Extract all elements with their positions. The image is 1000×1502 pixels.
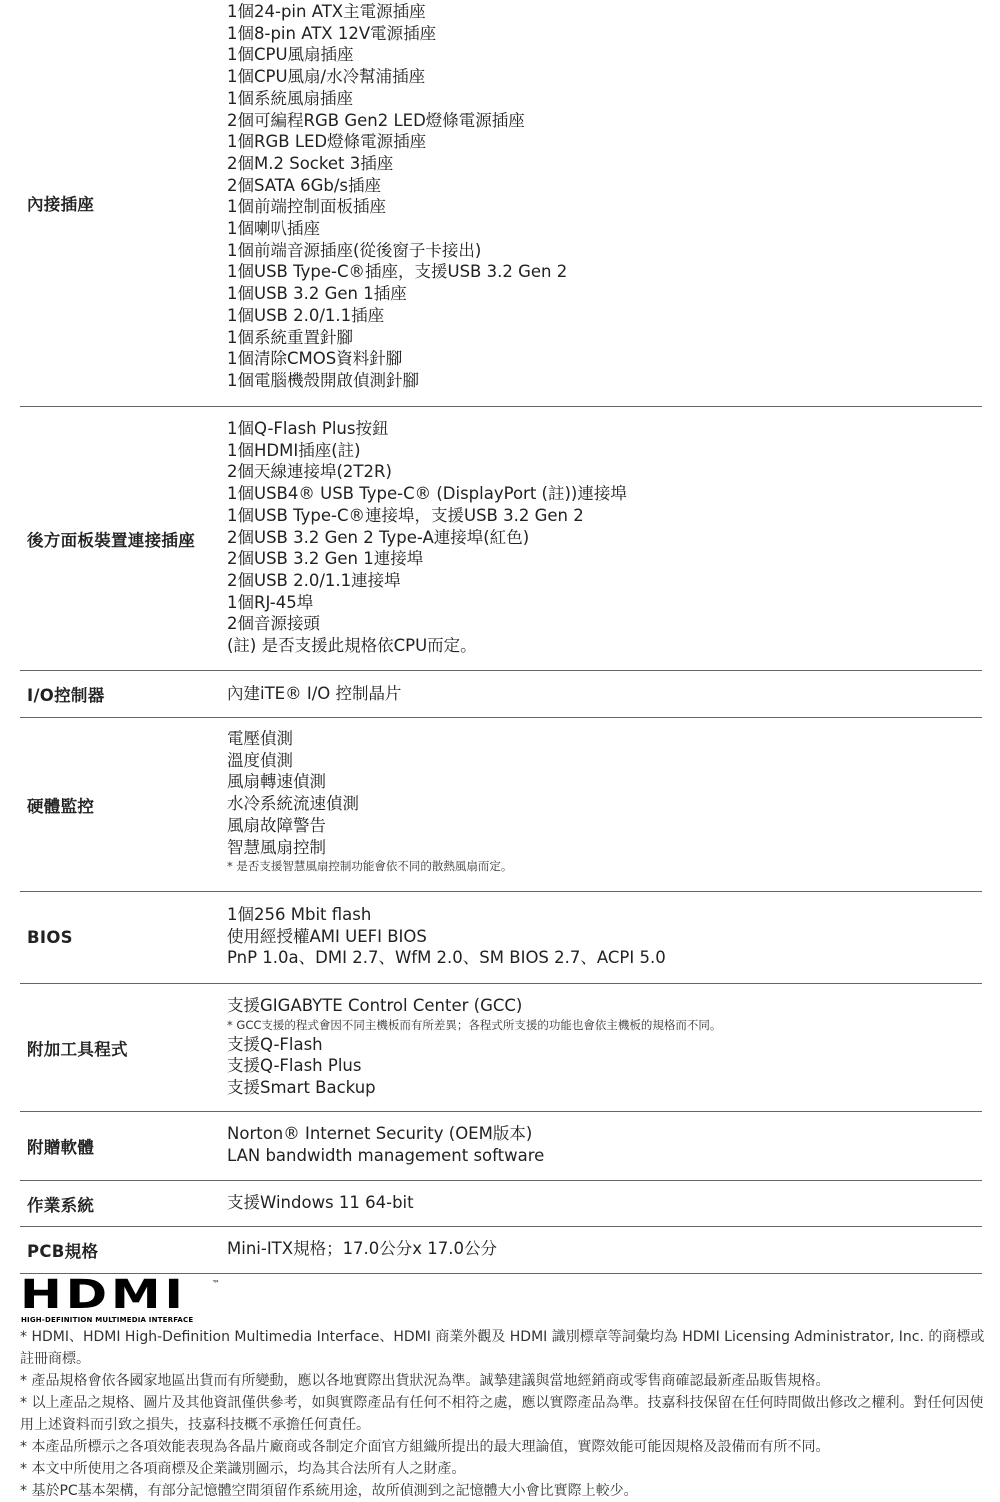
spec-values: [227, 1181, 982, 1226]
spec-line: 1個24-pin ATX主電源插座: [227, 2, 426, 21]
spec-line: 1個256 Mbit flash: [227, 905, 372, 924]
spec-line: 2個USB 3.2 Gen 2 Type-A連接埠(紅色): [227, 527, 530, 547]
spec-label: I/O控制器: [27, 686, 105, 705]
spec-line: 支援Q-Flash: [227, 1034, 323, 1054]
spec-line: 1個USB4® USB Type-C® (DisplayPort (註))連接埠: [227, 484, 627, 504]
spec-label: PCB規格: [27, 1242, 99, 1261]
spec-line: 支援Windows 11 64-bit: [227, 1193, 414, 1212]
spec-values: [227, 1227, 982, 1273]
footnote: * 本文中所使用之各項商標及企業識別圖示，均為其合法所有人之財產。: [20, 1461, 466, 1477]
hdmi-wordmark: HDMI: [20, 1272, 187, 1318]
spec-line: 1個前端音源插座(從後窗子卡接出): [227, 240, 482, 260]
hdmi-trademark: ™: [212, 1279, 220, 1288]
spec-line: 智慧風扇控制: [227, 837, 326, 857]
spec-line: 1個Q-Flash Plus按鈕: [227, 419, 389, 438]
spec-line: 1個USB Type-C®連接埠，支援USB 3.2 Gen 2: [227, 505, 584, 525]
spec-line: 1個HDMI插座(註): [227, 440, 361, 460]
spec-row-bios: [20, 892, 982, 984]
spec-values: [227, 407, 982, 670]
spec-row-pcb: [20, 1227, 982, 1274]
spec-values: [227, 1112, 982, 1180]
spec-label: 硬體監控: [27, 796, 95, 816]
spec-row-operating-system: [20, 1181, 982, 1227]
spec-row-utilities: [20, 984, 982, 1112]
spec-line: 1個喇叭插座: [227, 219, 320, 239]
spec-line: 1個CPU風扇插座: [227, 45, 354, 65]
spec-note: * GCC支援的程式會因不同主機板而有所差異；各程式所支援的功能也會依主機板的規格而不同。: [227, 1017, 722, 1032]
footnote: * 本產品所標示之各項效能表現為各晶片廠商或各制定介面官方組織所提出的最大理論值，實際效能可能因規格及設備而有所不同。: [20, 1439, 830, 1455]
spec-line: 1個RGB LED燈條電源插座: [227, 132, 427, 152]
spec-line: 1個USB Type-C®插座，支援USB 3.2 Gen 2: [227, 262, 568, 282]
spec-line: 風扇故障警告: [227, 815, 326, 835]
spec-values: [227, 892, 982, 983]
spec-row-io-controller: [20, 671, 982, 718]
spec-line: 1個系統重置針腳: [227, 327, 353, 347]
spec-line: 1個USB 2.0/1.1插座: [227, 305, 385, 325]
spec-line: 1個清除CMOS資料針腳: [227, 349, 403, 369]
hdmi-logo: [20, 1272, 220, 1331]
footnote: * 基於PC基本架構，有部分記憶體空間須留作系統用途，故所偵測到之記憶體大小會比實際上較少。: [20, 1483, 638, 1499]
spec-line: 2個天線連接埠(2T2R): [227, 462, 392, 482]
footnote: * 產品規格會依各國家地區出貨而有所變動，應以各地實際出貨狀況為準。誠摯建議與當地經銷商或零售商確認最新產品販售規格。: [20, 1373, 830, 1389]
spec-line: 溫度偵測: [227, 750, 293, 770]
spec-line: 支援Smart Backup: [227, 1078, 376, 1098]
spec-row-internal-connectors: [20, 0, 982, 407]
spec-values: [227, 0, 982, 406]
footnote: * 以上產品之規格、圖片及其他資訊僅供參考，如與實際產品有任何不相符之處，應以實際產品為準。技嘉科技保留在任何時間做出修改之權利。對任何因使用上述資料而引致之損失，技嘉科技概不承擔任何責任。: [20, 1395, 984, 1433]
spec-line: 1個USB 3.2 Gen 1插座: [227, 284, 407, 304]
footnote: * HDMI、HDMI High-Definition Multimedia Interface、HDMI 商業外觀及 HDMI 識別標章等詞彙均為 HDMI Licensing Administrator, Inc. 的商標或註冊商標。: [20, 1329, 985, 1367]
spec-label: 附贈軟體: [27, 1138, 95, 1157]
spec-line: Norton® Internet Security (OEM版本): [227, 1124, 533, 1143]
spec-label: 後方面板裝置連接插座: [27, 530, 195, 550]
spec-line: 使用經授權AMI UEFI BIOS: [227, 926, 427, 946]
spec-line: (註) 是否支援此規格依CPU而定。: [227, 636, 477, 656]
spec-line: 支援Q-Flash Plus: [227, 1056, 362, 1076]
spec-line: Mini-ITX規格；17.0公分x 17.0公分: [227, 1239, 498, 1258]
spec-line: 水冷系統流速偵測: [227, 794, 359, 814]
footnotes: [20, 1326, 985, 1502]
spec-values: [227, 984, 982, 1111]
spec-line: 2個USB 2.0/1.1連接埠: [227, 570, 401, 590]
spec-line: PnP 1.0a、DMI 2.7、WfM 2.0、SM BIOS 2.7、ACPI 5.0: [227, 948, 666, 968]
spec-line: 2個SATA 6Gb/s插座: [227, 175, 382, 195]
spec-label: 內接插座: [27, 195, 95, 214]
spec-line: 風扇轉速偵測: [227, 772, 326, 792]
spec-line: 2個音源接頭: [227, 614, 320, 634]
spec-note: * 是否支援智慧風扇控制功能會依不同的散熱風扇而定。: [227, 859, 513, 874]
spec-table: [20, 0, 982, 1274]
spec-line: 支援GIGABYTE Control Center (GCC): [227, 996, 523, 1015]
spec-label: 附加工具程式: [27, 1039, 128, 1059]
spec-line: LAN bandwidth management software: [227, 1145, 545, 1165]
spec-values: [227, 718, 982, 891]
spec-row-bundled-software: [20, 1112, 982, 1181]
spec-line: 2個M.2 Socket 3插座: [227, 153, 394, 173]
spec-line: 內建iTE® I/O 控制晶片: [227, 684, 402, 703]
spec-label: 作業系統: [27, 1195, 95, 1215]
spec-label: BIOS: [27, 928, 73, 947]
spec-values: [227, 671, 982, 717]
spec-line: 1個前端控制面板插座: [227, 197, 386, 217]
spec-row-rear-panel: [20, 407, 982, 671]
spec-line: 2個可編程RGB Gen2 LED燈條電源插座: [227, 110, 525, 130]
spec-line: 2個USB 3.2 Gen 1連接埠: [227, 549, 424, 569]
spec-line: 1個電腦機殼開啟偵測針腳: [227, 370, 419, 390]
spec-line: 1個系統風扇插座: [227, 88, 353, 108]
spec-line: 1個CPU風扇/水冷幫浦插座: [227, 67, 426, 87]
spec-line: 電壓偵測: [227, 729, 293, 748]
spec-row-hardware-monitor: [20, 718, 982, 892]
hdmi-tagline: HIGH-DEFINITION MULTIMEDIA INTERFACE: [21, 1316, 194, 1324]
spec-line: 1個RJ-45埠: [227, 592, 314, 612]
spec-line: 1個8-pin ATX 12V電源插座: [227, 23, 437, 43]
